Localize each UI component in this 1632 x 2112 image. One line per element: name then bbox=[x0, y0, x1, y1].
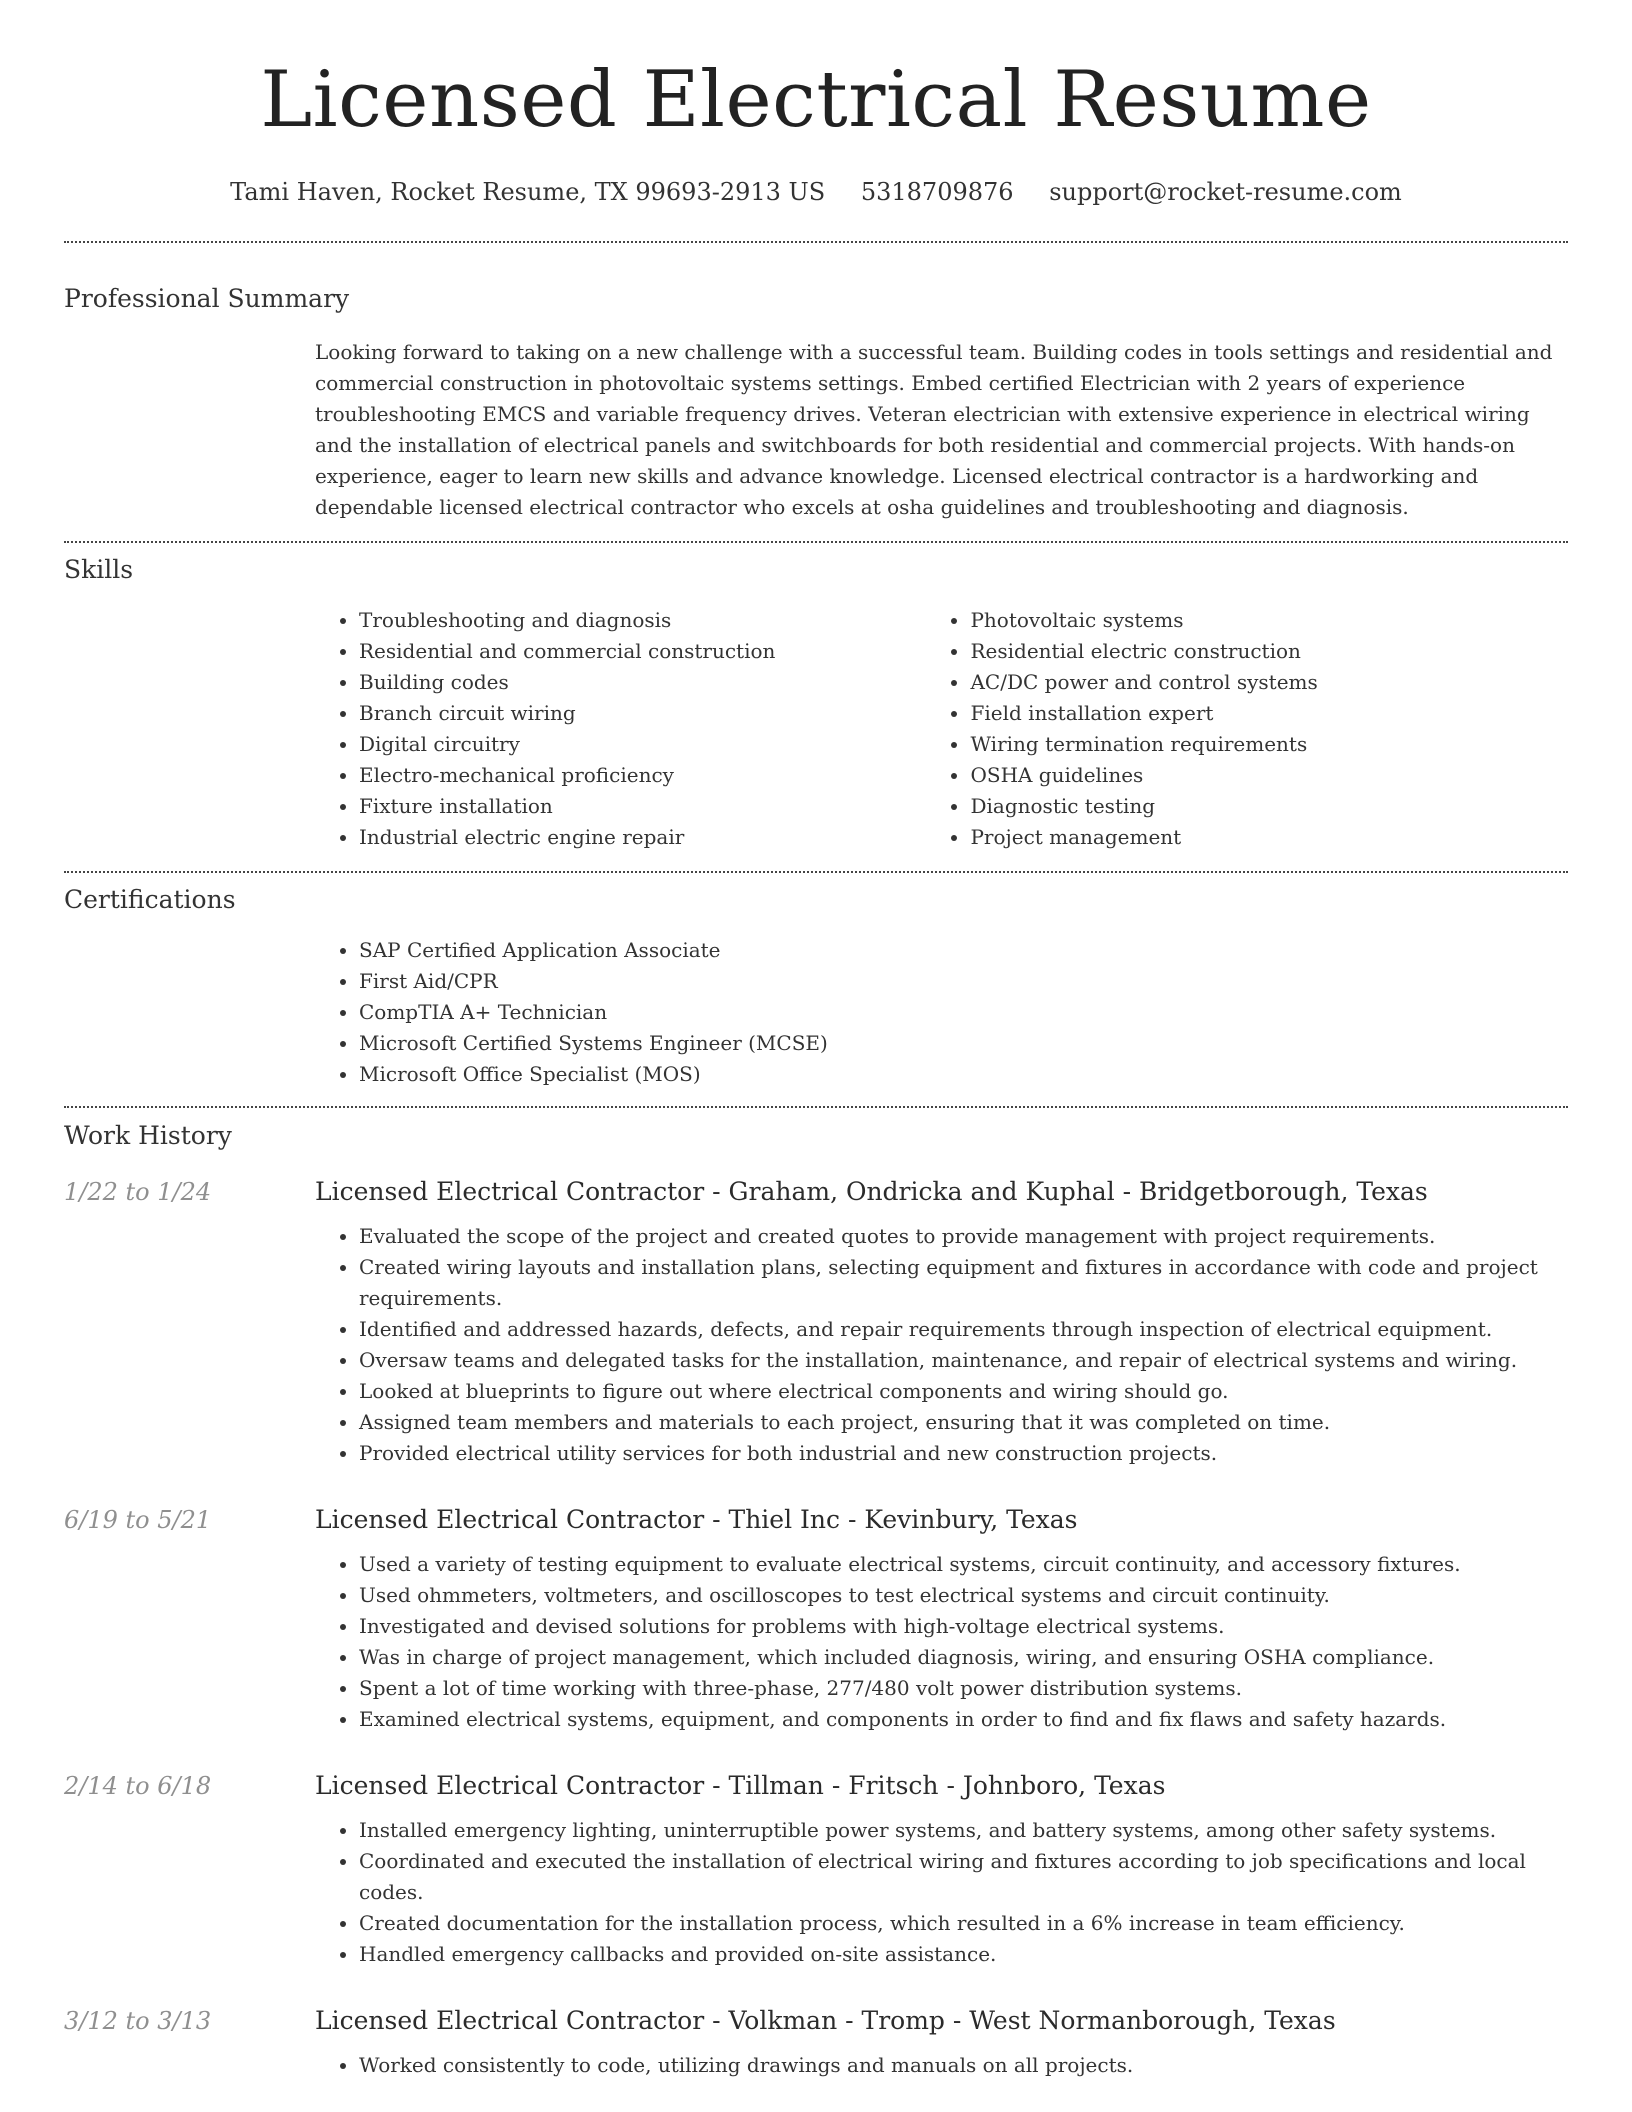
skill-item: • Electro-mechanical proficiency bbox=[359, 760, 970, 791]
section-divider bbox=[64, 1106, 1568, 1108]
skill-item: • Branch circuit wiring bbox=[359, 698, 970, 729]
skill-item: • Wiring termination requirements bbox=[970, 729, 1568, 760]
job-title: Licensed Electrical Contractor - Graham, Ondricka and Kuphal - Bridgetborough, Texas bbox=[315, 1177, 1428, 1206]
job-dates: 6/19 to 5/21 bbox=[64, 1506, 212, 1534]
section-divider bbox=[64, 541, 1568, 543]
job-bullet: • Created wiring layouts and installation plans, selecting equipment and fixtures in accordance with code and project requirements. bbox=[359, 1252, 1568, 1314]
certification-item: • CompTIA A+ Technician bbox=[359, 997, 1568, 1028]
skill-item: • Project management bbox=[970, 822, 1568, 853]
summary-section bbox=[64, 283, 1568, 523]
skill-item: • Diagnostic testing bbox=[970, 791, 1568, 822]
skill-item: • OSHA guidelines bbox=[970, 760, 1568, 791]
job-bullet: • Examined electrical systems, equipment, and components in order to find and fix flaws and safety hazards. bbox=[359, 1704, 1568, 1735]
certification-item: • First Aid/CPR bbox=[359, 966, 1568, 997]
job-entry bbox=[64, 2004, 1568, 2081]
job-details bbox=[315, 1503, 1568, 1735]
job-dates: 1/22 to 1/24 bbox=[64, 1178, 212, 1206]
skills-list-right bbox=[970, 605, 1568, 853]
section-divider bbox=[64, 871, 1568, 873]
job-details bbox=[315, 1769, 1568, 1970]
job-entry bbox=[64, 1503, 1568, 1735]
contact-address: Tami Haven, Rocket Resume, TX 99693-2913 US bbox=[230, 178, 826, 206]
work-history-section bbox=[64, 1120, 1568, 2081]
skill-item: • Digital circuitry bbox=[359, 729, 970, 760]
job-bullets bbox=[315, 1549, 1568, 1735]
job-bullet: • Worked consistently to code, utilizing drawings and manuals on all projects. bbox=[359, 2050, 1568, 2081]
resume-page bbox=[64, 0, 1568, 2081]
work-history-heading: Work History bbox=[64, 1121, 232, 1150]
contact-phone: 5318709876 bbox=[860, 178, 1014, 206]
job-bullet: • Spent a lot of time working with three-phase, 277/480 volt power distribution systems. bbox=[359, 1673, 1568, 1704]
job-bullets bbox=[315, 1221, 1568, 1469]
skill-item: • AC/DC power and control systems bbox=[970, 667, 1568, 698]
job-details bbox=[315, 2004, 1568, 2081]
skill-item: • Industrial electric engine repair bbox=[359, 822, 970, 853]
certification-item: • SAP Certified Application Associate bbox=[359, 935, 1568, 966]
job-dates: 2/14 to 6/18 bbox=[64, 1772, 212, 1800]
job-bullet: • Handled emergency callbacks and provided on-site assistance. bbox=[359, 1939, 1568, 1970]
section-divider bbox=[64, 241, 1568, 243]
certifications-list bbox=[315, 935, 1568, 1090]
skill-item: • Field installation expert bbox=[970, 698, 1568, 729]
job-entry bbox=[64, 1175, 1568, 1469]
job-bullet: • Created documentation for the installation process, which resulted in a 6% increase in team efficiency. bbox=[359, 1908, 1568, 1939]
job-bullet: • Coordinated and executed the installation of electrical wiring and fixtures according to job specifications and local codes. bbox=[359, 1846, 1568, 1908]
job-bullet: • Assigned team members and materials to each project, ensuring that it was completed on time. bbox=[359, 1407, 1568, 1438]
job-entry bbox=[64, 1769, 1568, 1970]
job-title: Licensed Electrical Contractor - Volkman - Tromp - West Normanborough, Texas bbox=[315, 2006, 1336, 2035]
skills-heading: Skills bbox=[64, 555, 134, 584]
skill-item: • Building codes bbox=[359, 667, 970, 698]
skills-grid bbox=[315, 605, 1568, 853]
skill-item: • Residential electric construction bbox=[970, 636, 1568, 667]
job-bullet: • Provided electrical utility services for both industrial and new construction projects. bbox=[359, 1438, 1568, 1469]
job-title: Licensed Electrical Contractor - Tillman - Fritsch - Johnboro, Texas bbox=[315, 1771, 1166, 1800]
certification-item: • Microsoft Certified Systems Engineer (MCSE) bbox=[359, 1028, 1568, 1059]
certifications-heading: Certifications bbox=[64, 885, 236, 914]
job-bullet: • Identified and addressed hazards, defects, and repair requirements through inspection of electrical equipment. bbox=[359, 1314, 1568, 1345]
skill-item: • Fixture installation bbox=[359, 791, 970, 822]
contact-line bbox=[64, 176, 1568, 208]
skills-section bbox=[64, 554, 1568, 853]
skill-item: • Residential and commercial construction bbox=[359, 636, 970, 667]
job-details bbox=[315, 1175, 1568, 1469]
contact-email: support@rocket-resume.com bbox=[1049, 178, 1402, 206]
job-bullet: • Installed emergency lighting, uninterruptible power systems, and battery systems, among other safety systems. bbox=[359, 1815, 1568, 1846]
job-bullet: • Was in charge of project management, which included diagnosis, wiring, and ensuring OSHA compliance. bbox=[359, 1642, 1568, 1673]
job-dates: 3/12 to 3/13 bbox=[64, 2007, 212, 2035]
skill-item: • Photovoltaic systems bbox=[970, 605, 1568, 636]
summary-heading: Professional Summary bbox=[64, 284, 350, 313]
resume-title: Licensed Electrical Resume bbox=[260, 55, 1372, 145]
job-bullet: • Oversaw teams and delegated tasks for the installation, maintenance, and repair of electrical systems and wiring. bbox=[359, 1345, 1568, 1376]
job-title: Licensed Electrical Contractor - Thiel Inc - Kevinbury, Texas bbox=[315, 1505, 1078, 1534]
job-bullet: • Used a variety of testing equipment to evaluate electrical systems, circuit continuity, and accessory fixtures. bbox=[359, 1549, 1568, 1580]
job-bullet: • Investigated and devised solutions for problems with high-voltage electrical systems. bbox=[359, 1611, 1568, 1642]
certifications-body bbox=[315, 935, 1568, 1090]
summary-text: Looking forward to taking on a new challenge with a successful team. Building codes in tools settings and residential and commercial construction in photovoltaic systems settings. Embed certified Electrician with 2 years of experience troubleshooting EMCS and variable frequency drives. Veteran electrician with extensive experience in electrical wiring and the installation of electrical panels and switchboards for both residential and commercial projects. With hands-on experience, eager to learn new skills and advance knowledge. Licensed electrical contractor is a hardworking and dependable licensed electrical contractor who excels at osha guidelines and troubleshooting and diagnosis. bbox=[315, 340, 1553, 519]
job-bullets bbox=[315, 1815, 1568, 1970]
certification-item: • Microsoft Office Specialist (MOS) bbox=[359, 1059, 1568, 1090]
job-bullets bbox=[315, 2050, 1568, 2081]
skills-list-left bbox=[315, 605, 970, 853]
skill-item: • Troubleshooting and diagnosis bbox=[359, 605, 970, 636]
job-bullet: • Looked at blueprints to figure out where electrical components and wiring should go. bbox=[359, 1376, 1568, 1407]
job-bullet: • Used ohmmeters, voltmeters, and oscilloscopes to test electrical systems and circuit continuity. bbox=[359, 1580, 1568, 1611]
certifications-section bbox=[64, 884, 1568, 1090]
job-bullet: • Evaluated the scope of the project and created quotes to provide management with project requirements. bbox=[359, 1221, 1568, 1252]
